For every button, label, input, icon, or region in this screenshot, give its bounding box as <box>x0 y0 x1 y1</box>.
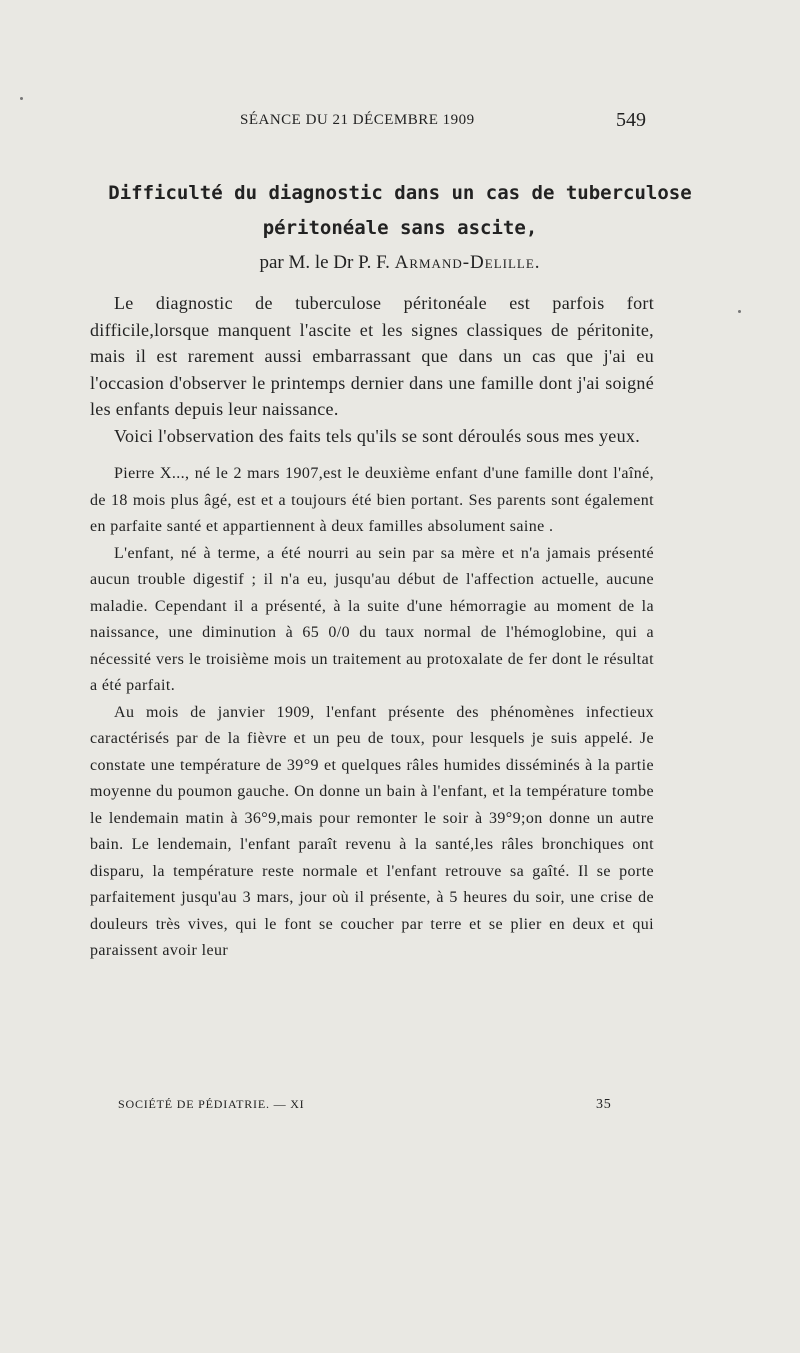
page-number: 549 <box>616 109 646 131</box>
paragraph: Voici l'observation des faits tels qu'ils se sont déroulés sous mes yeux. <box>114 425 640 446</box>
paragraph: Le diagnostic de tuberculose péritonéale est parfois fort difficile,lorsque manquent l'ascite et les signes classiques de péritonite, mais il est rarement aussi embarrassant que dans un cas que j'ai eu l'occasion d'observer le printemps dernier dans une famille dont j'ai soigné les enfants depuis leur naissance. <box>90 293 654 419</box>
article-title <box>60 176 740 246</box>
paragraph: Au mois de janvier 1909, l'enfant présente des phénomènes infectieux caractérisés par de la fièvre et un peu de toux, pour lesquels je suis appelé. Je constate une température de 39°9 et quelques râles humides disséminés à la partie moyenne du poumon gauche. On donne un bain à l'enfant, et la température tombe le lendemain matin à 36°9,mais pour remonter le soir à 39°9;on donne un autre bain. Le lendemain, l'enfant paraît revenu à la santé,les râles bronchiques ont disparu, la température reste normale et l'enfant retrouve sa gaîté. Il se porte parfaitement jusqu'au 3 mars, jour où il présente, à 5 heures du soir, une crise de douleurs très vives, qui le font se coucher par terre et se plier en deux et qui paraissent avoir leur <box>90 703 654 959</box>
byline-author: Armand-Delille. <box>394 252 541 273</box>
byline-prefix: par M. le Dr P. F. <box>259 252 395 273</box>
paper-speck <box>20 97 23 100</box>
byline <box>60 252 740 274</box>
page-footer <box>0 1097 800 1117</box>
running-title: SÉANCE DU 21 DÉCEMBRE 1909 <box>240 112 475 128</box>
paragraph: L'enfant, né à terme, a été nourri au sein par sa mère et n'a jamais présenté aucun trouble digestif ; il n'a eu, jusqu'au début de l'affection actuelle, aucune maladie. Cependant il a présenté, à la suite d'une hémorragie au moment de la naissance, une diminution à 65 0/0 du taux normal de l'hémoglobine, qui a nécessité vers le troisième mois un traitement au protoxalate de fer dont le résultat a été parfait. <box>90 544 654 694</box>
footer-sheet-number: 35 <box>596 1097 612 1112</box>
paper-speck <box>738 310 741 313</box>
article-title-line-1: Difficulté du diagnostic dans un cas de tuberculose <box>108 182 692 204</box>
article-title-line-2: péritonéale sans ascite, <box>262 217 538 239</box>
running-head <box>0 109 800 138</box>
footer-signature: SOCIÉTÉ DE PÉDIATRIE. — XI <box>118 1097 305 1111</box>
paragraph: Pierre X..., né le 2 mars 1907,est le deuxième enfant d'une famille dont l'aîné, de 18 mois plus âgé, est et a toujours été bien portant. Ses parents sont également en parfaite santé et appartiennent à deux familles absolument saine . <box>90 465 654 535</box>
article-body <box>90 290 654 965</box>
